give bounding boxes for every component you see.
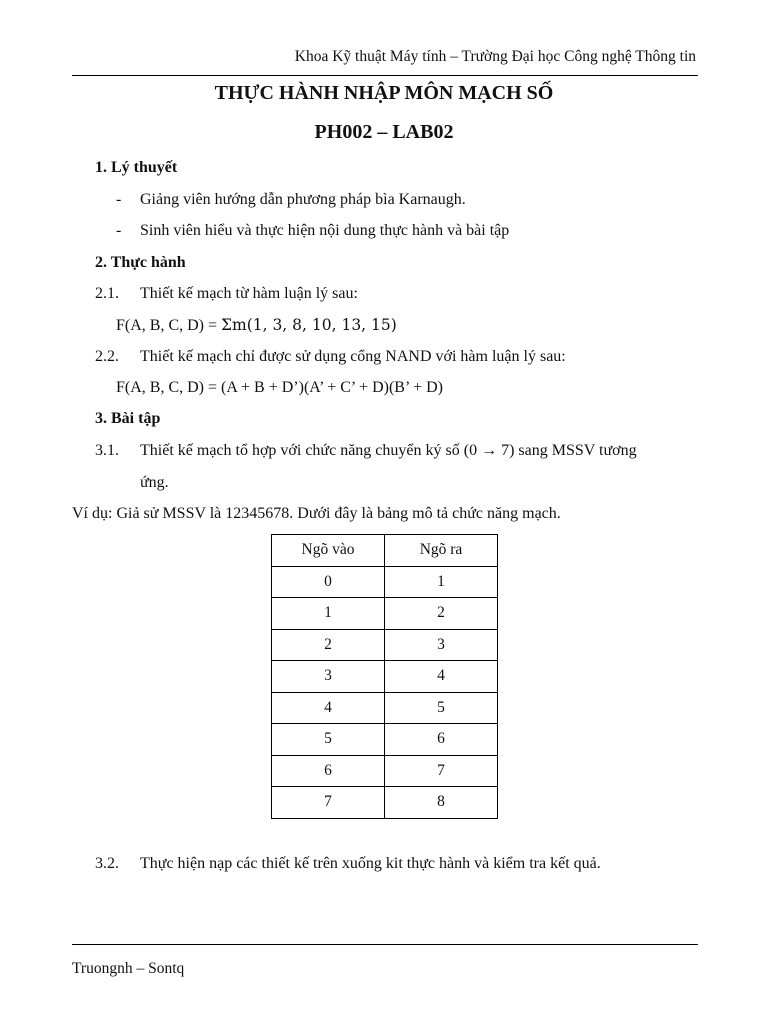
bullet-text-1: Giảng viên hướng dẫn phương pháp bìa Karnaugh. xyxy=(140,191,466,208)
input-cell: 4 xyxy=(272,692,385,724)
table-row xyxy=(272,661,498,693)
input-cell: 7 xyxy=(272,787,385,819)
output-cell: 3 xyxy=(385,629,498,661)
input-cell: 6 xyxy=(272,755,385,787)
table-row xyxy=(272,787,498,819)
output-cell: 2 xyxy=(385,598,498,630)
header-rule xyxy=(72,75,698,76)
formula-2-2: F(A, B, C, D) = (A + B + D’)(A’ + C’ + D)(B’ + D) xyxy=(116,379,443,396)
table-header-row xyxy=(272,535,498,567)
input-cell: 0 xyxy=(272,566,385,598)
item-3-1-number: 3.1. xyxy=(95,442,119,459)
item-3-1-text-line2: ứng. xyxy=(140,474,169,491)
document-title: THỰC HÀNH NHẬP MÔN MẠCH SỐ xyxy=(214,82,554,104)
formula-2-1 xyxy=(116,316,397,335)
page-header: Khoa Kỹ thuật Máy tính – Trường Đại học Công nghệ Thông tin xyxy=(294,48,696,65)
output-cell: 7 xyxy=(385,755,498,787)
table-row xyxy=(272,692,498,724)
input-cell: 5 xyxy=(272,724,385,756)
section-3-heading: 3. Bài tập xyxy=(95,410,161,427)
output-cell: 1 xyxy=(385,566,498,598)
input-cell: 2 xyxy=(272,629,385,661)
formula-2-1-minterms: Σm(1, 3, 8, 10, 13, 15) xyxy=(221,316,397,334)
item-2-1-number: 2.1. xyxy=(95,285,119,302)
bullet-dash-2: - xyxy=(116,222,122,239)
item-3-1-text-line1: Thiết kế mạch tổ hợp với chức năng chuyển ký số (0 → 7) sang MSSV tương xyxy=(140,442,637,459)
table-row xyxy=(272,724,498,756)
column-header-input: Ngõ vào xyxy=(272,535,385,567)
item-3-2-text: Thực hiện nạp các thiết kế trên xuống kit thực hành và kiểm tra kết quả. xyxy=(140,855,601,872)
footer-rule xyxy=(72,944,698,945)
input-cell: 1 xyxy=(272,598,385,630)
page-footer: Truongnh – Sontq xyxy=(72,960,185,977)
section-2-heading: 2. Thực hành xyxy=(95,254,186,271)
input-cell: 3 xyxy=(272,661,385,693)
bullet-text-2: Sinh viên hiểu và thực hiện nội dung thực hành và bài tập xyxy=(140,222,510,239)
truth-table xyxy=(271,534,498,819)
example-text: Ví dụ: Giả sử MSSV là 12345678. Dưới đây là bảng mô tả chức năng mạch. xyxy=(72,505,561,522)
output-cell: 4 xyxy=(385,661,498,693)
section-1-heading: 1. Lý thuyết xyxy=(95,159,178,176)
lab-code-title: PH002 – LAB02 xyxy=(314,121,454,143)
output-cell: 8 xyxy=(385,787,498,819)
item-2-2-number: 2.2. xyxy=(95,348,119,365)
table-row xyxy=(272,755,498,787)
item-2-1-text: Thiết kế mạch từ hàm luận lý sau: xyxy=(140,285,358,302)
item-2-2-text: Thiết kế mạch chỉ được sử dụng cổng NAND với hàm luận lý sau: xyxy=(140,348,566,365)
output-cell: 6 xyxy=(385,724,498,756)
formula-2-1-prefix: F(A, B, C, D) = xyxy=(116,317,222,334)
bullet-dash-1: - xyxy=(116,191,122,208)
output-cell: 5 xyxy=(385,692,498,724)
table-row xyxy=(272,566,498,598)
column-header-output: Ngõ ra xyxy=(385,535,498,567)
item-3-2-number: 3.2. xyxy=(95,855,119,872)
table-row xyxy=(272,629,498,661)
table-row xyxy=(272,598,498,630)
